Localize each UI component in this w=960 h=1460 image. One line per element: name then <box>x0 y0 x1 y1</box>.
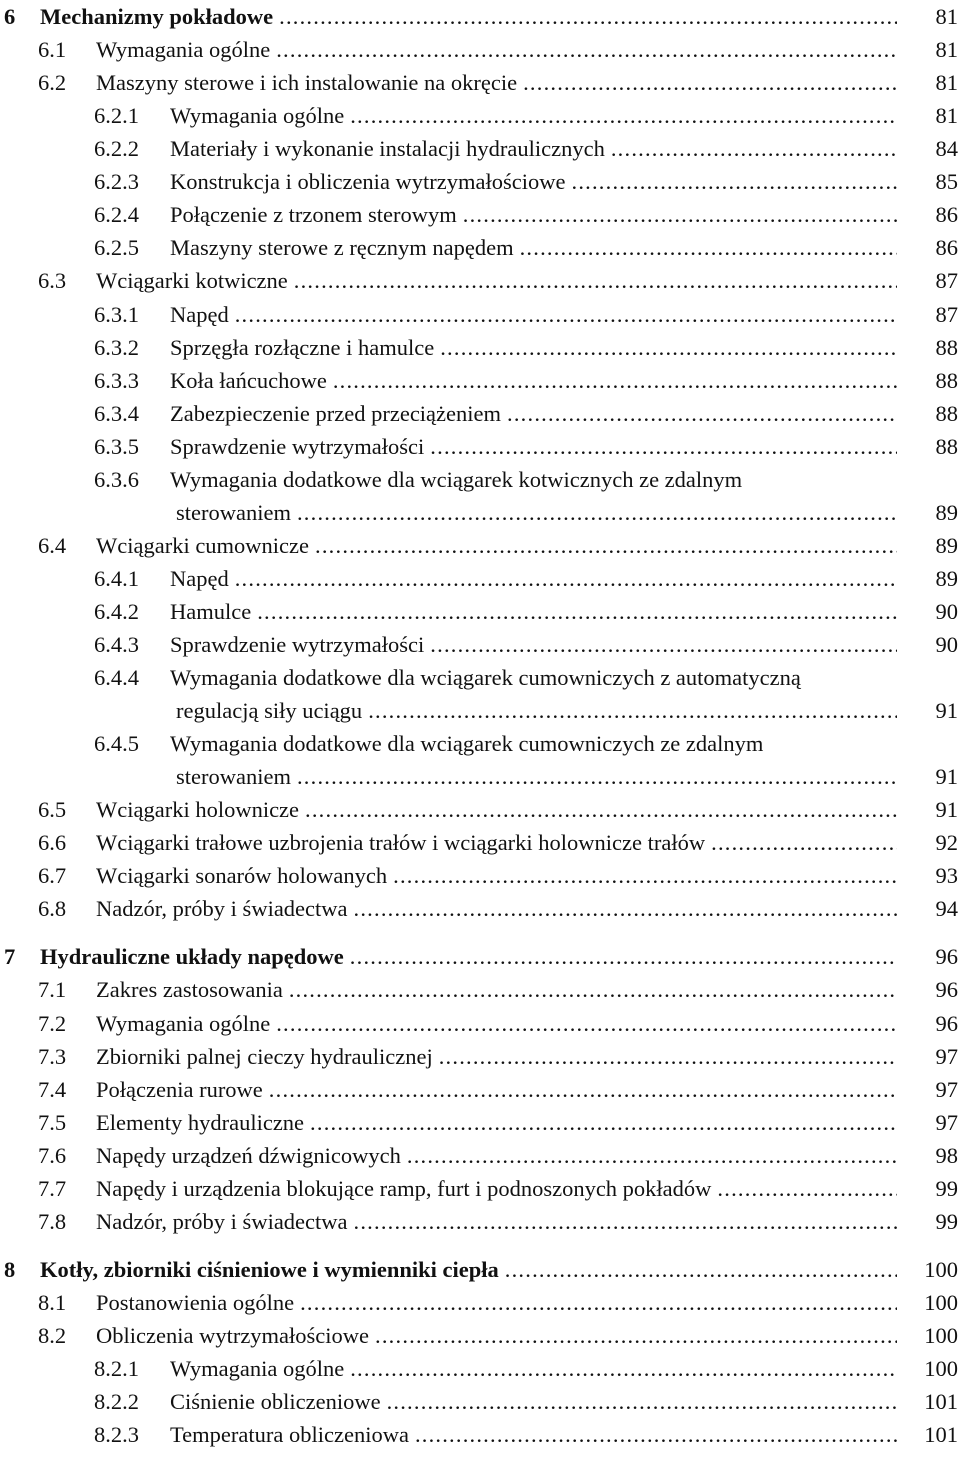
toc-number: 7.4 <box>38 1076 67 1102</box>
toc-entry[interactable] <box>0 1007 960 1040</box>
toc-leader-dots <box>289 973 897 1006</box>
toc-number: 6.6 <box>38 830 67 856</box>
toc-page-number: 88 <box>935 334 958 360</box>
toc-title: Materiały i wykonanie instalacji hydraulicznych <box>170 136 605 162</box>
toc-leader-dots <box>297 496 897 529</box>
toc-number: 7.8 <box>38 1208 67 1234</box>
toc-number: 8 <box>4 1256 16 1282</box>
toc-title: Połączenia rurowe <box>96 1076 263 1102</box>
toc-number: 7.1 <box>38 977 67 1003</box>
toc-entry[interactable] <box>0 1040 960 1073</box>
toc-number: 6.3.3 <box>94 367 139 393</box>
toc-title: Napęd <box>170 565 229 591</box>
toc-number: 8.1 <box>38 1289 67 1315</box>
toc-entry[interactable] <box>0 1352 960 1385</box>
toc-title: Koła łańcuchowe <box>170 367 327 393</box>
toc-number: 7.2 <box>38 1010 67 1036</box>
toc-page-number: 96 <box>935 977 958 1003</box>
toc-leader-dots <box>523 66 897 99</box>
toc-title: Nadzór, próby i świadectwa <box>96 896 348 922</box>
toc-leader-dots <box>375 1319 897 1352</box>
toc-title: Sprawdzenie wytrzymałości <box>170 631 425 657</box>
toc-leader-dots <box>393 859 897 892</box>
toc-title: Hamulce <box>170 598 252 624</box>
toc-leader-dots <box>430 430 897 463</box>
toc-page-number: 99 <box>935 1208 958 1234</box>
toc-number: 6.3.5 <box>94 433 139 459</box>
toc-entry[interactable] <box>0 826 960 859</box>
toc-page-number: 87 <box>935 301 958 327</box>
toc-number: 6.2.4 <box>94 202 139 228</box>
toc-entry[interactable] <box>0 430 960 463</box>
toc-title: sterowaniem <box>176 499 291 525</box>
toc-title: Mechanizmy pokładowe <box>40 4 274 29</box>
toc-page-number: 101 <box>924 1389 958 1414</box>
toc-leader-dots <box>505 1253 897 1286</box>
toc-leader-dots <box>276 33 897 66</box>
toc-number: 6.8 <box>38 896 67 922</box>
toc-title: Wymagania ogólne <box>96 37 271 62</box>
toc-leader-dots <box>235 562 897 595</box>
toc-title: Zbiorniki palnej cieczy hydraulicznej <box>96 1043 433 1069</box>
toc-page-number: 85 <box>935 169 958 195</box>
toc-chapter[interactable] <box>0 940 960 973</box>
toc-title: Sprawdzenie wytrzymałości <box>170 433 425 459</box>
toc-page-number: 91 <box>935 797 958 823</box>
toc-entry[interactable] <box>0 198 960 231</box>
toc-title: Konstrukcja i obliczenia wytrzymałościowe <box>170 169 566 195</box>
toc-leader-dots <box>507 397 897 430</box>
toc-leader-dots <box>572 165 898 198</box>
toc-number: 6.2.1 <box>94 103 139 129</box>
toc-title: Napęd <box>170 301 229 327</box>
toc-number: 6.2.3 <box>94 169 139 195</box>
toc-page-number: 81 <box>935 4 958 29</box>
toc-leader-dots <box>354 1205 897 1238</box>
toc-leader-dots <box>368 694 897 727</box>
toc-leader-dots <box>297 760 897 793</box>
toc-number: 8.2.3 <box>94 1422 139 1448</box>
toc-entry[interactable] <box>0 1172 960 1205</box>
toc-title: Wymagania dodatkowe dla wciągarek cumowniczych z automatyczną <box>170 665 801 690</box>
toc-entry[interactable] <box>0 892 960 925</box>
toc-leader-dots <box>611 132 897 165</box>
toc-entry[interactable] <box>0 1286 960 1319</box>
toc-title: Napędy urządzeń dźwignicowych <box>96 1142 401 1168</box>
toc-entry[interactable] <box>0 694 960 727</box>
toc-leader-dots <box>310 1106 897 1139</box>
toc-title: Wciągarki kotwiczne <box>96 268 288 294</box>
toc-title: Hydrauliczne układy napędowe <box>40 944 344 970</box>
toc-entry[interactable] <box>0 973 960 1006</box>
toc-number: 7.7 <box>38 1175 67 1201</box>
toc-leader-dots <box>350 99 897 132</box>
toc-entry[interactable] <box>0 264 960 297</box>
toc-page-number: 91 <box>935 698 958 723</box>
toc-entry[interactable] <box>0 99 960 132</box>
toc-page-number: 86 <box>935 235 958 261</box>
toc-number: 6.5 <box>38 797 67 823</box>
toc-number: 6.1 <box>38 37 67 62</box>
toc-page-number: 100 <box>924 1356 958 1381</box>
toc-entry[interactable] <box>0 1385 960 1418</box>
toc-entry[interactable] <box>0 331 960 364</box>
toc-title: Zakres zastosowania <box>96 977 283 1003</box>
toc-page-number: 90 <box>935 598 958 624</box>
toc-title: Maszyny sterowe z ręcznym napędem <box>170 235 514 261</box>
toc-number: 6.4.2 <box>94 598 139 624</box>
toc-number: 6.4.1 <box>94 565 139 591</box>
toc-page-number: 94 <box>935 896 958 922</box>
toc-number: 8.2.2 <box>94 1389 139 1414</box>
toc-entry[interactable] <box>0 496 960 529</box>
toc-number: 8.2.1 <box>94 1356 139 1381</box>
toc-leader-dots <box>387 1385 897 1418</box>
toc-leader-dots <box>305 793 897 826</box>
toc-title: Wciągarki cumownicze <box>96 532 310 558</box>
toc-page-number: 88 <box>935 400 958 426</box>
toc-page-number: 100 <box>924 1256 958 1282</box>
toc-title: Wymagania dodatkowe dla wciągarek cumowniczych ze zdalnym <box>170 731 764 757</box>
toc-number: 7.6 <box>38 1142 67 1168</box>
toc-number: 7 <box>4 944 16 970</box>
toc-entry[interactable] <box>0 66 960 99</box>
toc-entry[interactable] <box>0 33 960 66</box>
toc-number: 6.4.5 <box>94 731 139 757</box>
toc-leader-dots <box>520 231 897 264</box>
toc-entry[interactable] <box>0 529 960 562</box>
toc-entry[interactable] <box>0 1106 960 1139</box>
toc-title: Temperatura obliczeniowa <box>170 1422 409 1448</box>
toc-page-number: 89 <box>935 565 958 591</box>
toc-number: 6.4.4 <box>94 665 139 690</box>
toc-leader-dots <box>439 1040 897 1073</box>
toc-title: Nadzór, próby i świadectwa <box>96 1208 348 1234</box>
toc-title: Wymagania ogólne <box>96 1010 271 1036</box>
toc-leader-dots <box>407 1139 897 1172</box>
toc-leader-dots <box>279 0 897 33</box>
toc-leader-dots <box>257 595 897 628</box>
toc-leader-dots <box>463 198 897 231</box>
toc-entry[interactable] <box>0 397 960 430</box>
toc-number: 6.4 <box>38 532 67 558</box>
toc-leader-dots <box>300 1286 897 1319</box>
toc-page-number: 87 <box>935 268 958 294</box>
toc-entry[interactable] <box>0 165 960 198</box>
toc-number: 6.3.6 <box>94 466 139 492</box>
toc-title: Napędy i urządzenia blokujące ramp, furt i podnoszonych pokładów <box>96 1175 712 1201</box>
toc-title: Zabezpieczenie przed przeciążeniem <box>170 400 502 426</box>
toc-title: Postanowienia ogólne <box>96 1289 295 1315</box>
toc-title: Wciągarki trałowe uzbrojenia trałów i wciągarki holownicze trałów <box>96 830 706 856</box>
toc-page-number: 98 <box>935 1142 958 1168</box>
toc-entry[interactable] <box>0 793 960 826</box>
toc-page-number: 88 <box>935 367 958 393</box>
toc-leader-dots <box>717 1172 897 1205</box>
toc-page-number: 92 <box>935 830 958 856</box>
toc-page-number: 97 <box>935 1109 958 1135</box>
toc-page-number: 89 <box>935 499 958 525</box>
toc-leader-dots <box>350 940 897 973</box>
toc-entry[interactable] <box>0 628 960 661</box>
toc-page-number: 96 <box>935 1010 958 1036</box>
toc-entry[interactable] <box>0 364 960 397</box>
toc-page-number: 89 <box>935 532 958 558</box>
toc-entry[interactable] <box>0 661 960 694</box>
toc-page-number: 86 <box>935 202 958 228</box>
toc-number: 6.2.2 <box>94 136 139 162</box>
toc-number: 6.2.5 <box>94 235 139 261</box>
toc-leader-dots <box>269 1073 897 1106</box>
toc-leader-dots <box>276 1007 897 1040</box>
toc-title: regulacją siły uciągu <box>176 698 363 723</box>
toc-leader-dots <box>440 331 897 364</box>
toc-entry[interactable] <box>0 463 960 496</box>
toc-chapter[interactable] <box>0 1253 960 1286</box>
toc-page-number: 100 <box>924 1322 958 1348</box>
toc-page-number: 90 <box>935 631 958 657</box>
toc-number: 6 <box>4 4 16 29</box>
toc-title: Wymagania ogólne <box>170 1356 345 1381</box>
toc-title: Sprzęgła rozłączne i hamulce <box>170 334 435 360</box>
toc-leader-dots <box>350 1352 897 1385</box>
toc-title: Wymagania ogólne <box>170 103 345 129</box>
toc-number: 8.2 <box>38 1322 67 1348</box>
toc-title: Elementy hydrauliczne <box>96 1109 305 1135</box>
toc-number: 6.3 <box>38 268 67 294</box>
toc-title: Maszyny sterowe i ich instalowanie na okręcie <box>96 70 518 96</box>
toc-entry[interactable] <box>0 562 960 595</box>
toc-leader-dots <box>711 826 897 859</box>
toc-entry[interactable] <box>0 1139 960 1172</box>
toc-title: Wymagania dodatkowe dla wciągarek kotwicznych ze zdalnym <box>170 466 743 492</box>
toc-number: 6.7 <box>38 863 67 889</box>
toc-page-number: 100 <box>924 1289 958 1315</box>
toc-title: sterowaniem <box>176 764 291 790</box>
toc-leader-dots <box>235 298 897 331</box>
toc-leader-dots <box>415 1418 897 1451</box>
toc-number: 7.5 <box>38 1109 67 1135</box>
toc-page-number: 81 <box>935 70 958 96</box>
toc-entry[interactable] <box>0 595 960 628</box>
toc-page-number: 91 <box>935 764 958 790</box>
toc-entry[interactable] <box>0 1073 960 1106</box>
toc-page-number: 99 <box>935 1175 958 1201</box>
toc-page-number: 97 <box>935 1043 958 1069</box>
toc-page-number: 81 <box>935 103 958 129</box>
toc-page-number: 81 <box>935 37 958 62</box>
toc-entry[interactable] <box>0 760 960 793</box>
toc-chapter[interactable] <box>0 0 960 33</box>
toc-number: 7.3 <box>38 1043 67 1069</box>
toc-number: 6.3.2 <box>94 334 139 360</box>
toc-number: 6.4.3 <box>94 631 139 657</box>
toc-leader-dots <box>294 264 897 297</box>
toc-title: Wciągarki sonarów holowanych <box>96 863 388 889</box>
toc-leader-dots <box>430 628 897 661</box>
toc-title: Wciągarki holownicze <box>96 797 300 823</box>
toc-number: 6.3.4 <box>94 400 139 426</box>
toc-page-number: 84 <box>935 136 958 162</box>
toc-entry[interactable] <box>0 231 960 264</box>
toc-number: 6.3.1 <box>94 301 139 327</box>
toc-entry[interactable] <box>0 1319 960 1352</box>
toc-leader-dots <box>354 892 897 925</box>
toc-number: 6.2 <box>38 70 67 96</box>
toc-title: Ciśnienie obliczeniowe <box>170 1389 381 1414</box>
toc-entry[interactable] <box>0 298 960 331</box>
toc-page-number: 101 <box>924 1422 958 1448</box>
toc-entry[interactable] <box>0 727 960 760</box>
toc-page-number: 96 <box>935 944 958 970</box>
toc-entry[interactable] <box>0 1205 960 1238</box>
toc-title: Obliczenia wytrzymałościowe <box>96 1322 370 1348</box>
toc-entry[interactable] <box>0 859 960 892</box>
toc-entry[interactable] <box>0 1418 960 1451</box>
toc-title: Kotły, zbiorniki ciśnieniowe i wymienniki ciepła <box>40 1256 499 1282</box>
toc-page-number: 93 <box>935 863 958 889</box>
toc-page-number: 97 <box>935 1076 958 1102</box>
toc-leader-dots <box>315 529 897 562</box>
toc-title: Połączenie z trzonem sterowym <box>170 202 457 228</box>
toc-entry[interactable] <box>0 132 960 165</box>
toc-leader-dots <box>333 364 897 397</box>
toc-page-number: 88 <box>935 433 958 459</box>
